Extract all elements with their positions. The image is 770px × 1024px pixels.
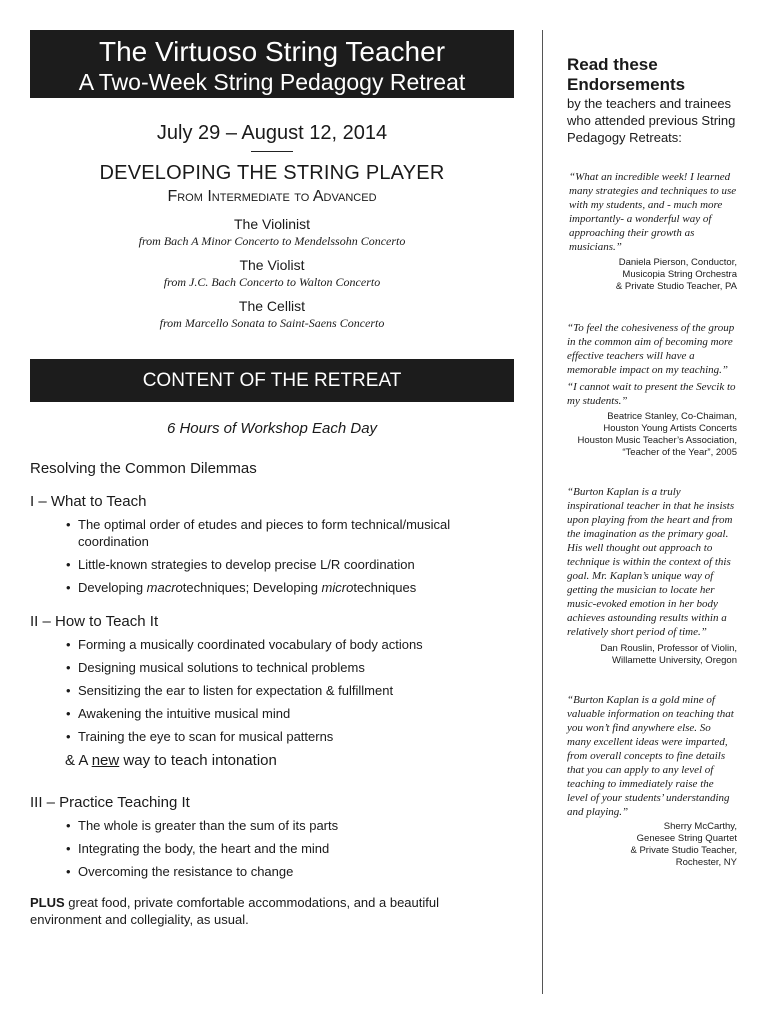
hours-per-day: 6 Hours of Workshop Each Day [166, 420, 378, 437]
main-column [30, 30, 514, 928]
endorsement-quote: “What an incredible week! I learned many strategies and techniques to use with my students, and - much more importantly- a wonderful way of approaching their growth as musicians.” [569, 171, 737, 253]
attribution-line: Dan Rouslin, Professor of Violin, [600, 643, 737, 654]
intonation-post: way to teach intonation [119, 752, 277, 769]
attribution-line: Houston Young Artists Concerts [603, 423, 737, 434]
section-list-how [30, 636, 514, 745]
divider [251, 151, 293, 152]
content-heading: CONTENT OF THE RETREAT [30, 359, 514, 402]
macro-text-1: Developing [78, 580, 147, 595]
list-item: • The optimal order of etudes and pieces to form technical/musical coordination [66, 516, 514, 550]
macro-text-2: techniques; Developing [182, 580, 322, 595]
instrument-violist-detail: from J.C. Bach Concerto to Walton Concerto [163, 275, 381, 289]
endorsement-2 [567, 321, 737, 459]
attribution-line: Houston Music Teacher’s Association, [577, 435, 737, 446]
attribution-line: Musicopia String Orchestra [622, 269, 737, 280]
section-heading-how: II – How to Teach It [30, 613, 159, 630]
attribution-line: Rochester, NY [675, 857, 737, 868]
list-item: • Training the eye to scan for musical patterns [66, 728, 514, 745]
attribution-line: Willamette University, Oregon [612, 655, 737, 666]
attribution-line: “Teacher of the Year”, 2005 [622, 447, 737, 458]
title-banner [30, 30, 514, 98]
micro-word: micro [321, 580, 354, 595]
list-item: • The whole is greater than the sum of its parts [66, 817, 514, 834]
attribution-line: & Private Studio Teacher, [630, 845, 737, 856]
endorsement-3 [567, 485, 737, 667]
attribution-line: Beatrice Stanley, Co-Chaiman, [607, 411, 737, 422]
list-item: • Designing musical solutions to technical problems [66, 659, 514, 676]
endorsement-4 [567, 693, 737, 869]
attribution-line: Daniela Pierson, Conductor, [618, 257, 737, 268]
list-item [66, 579, 514, 596]
section-heading-what: I – What to Teach [30, 493, 147, 510]
instrument-cellist-detail: from Marcello Sonata to Saint-Saens Concerto [159, 316, 385, 330]
intonation-pre: & A [65, 752, 92, 769]
page-subtitle: A Two-Week String Pedagogy Retreat [78, 69, 466, 95]
page-title: The Virtuoso String Teacher [98, 36, 446, 67]
sidebar-subheading: by the teachers and trainees who attended previous String Pedagogy Retreats: [567, 96, 736, 145]
plus-label: PLUS [30, 895, 65, 910]
macro-text-3: techniques [353, 580, 417, 595]
list-item: • Little-known strategies to develop precise L/R coordination [66, 556, 514, 573]
attribution-line: Sherry McCarthy, [663, 821, 737, 832]
endorsement-quote: “Burton Kaplan is a truly inspirational teacher in that he insists upon playing from the heart and from the imagination as the primary goal. His well thought out approach to technique is within the context of this goal. Mr. Kaplan’s unique way of getting the musician to locate her music-evoked emotion in her body achieves astounding results within a relatively short period of time.” [567, 486, 735, 638]
endorsement-attribution [567, 643, 737, 667]
developing-subtitle: From Intermediate to Advanced [167, 188, 377, 205]
endorsement-attribution [569, 257, 737, 293]
retreat-dates: July 29 – August 12, 2014 [156, 122, 388, 144]
instrument-violinist: The Violinist [233, 216, 310, 232]
section-list-what [30, 516, 514, 596]
sidebar-heading-2: Endorsements [567, 75, 686, 94]
resolving-heading: Resolving the Common Dilemmas [30, 460, 257, 477]
developing-title: DEVELOPING THE STRING PLAYER [99, 162, 445, 184]
section-list-practice [30, 817, 514, 880]
endorsement-quote-2: “I cannot wait to present the Sevcik to my students.” [567, 381, 736, 407]
endorsement-quote: “To feel the cohesiveness of the group in the common aim of becoming more effective teachers will have a memorable impact on my teaching.” [567, 322, 735, 376]
column-divider [542, 30, 543, 994]
list-item: • Forming a musically coordinated vocabulary of body actions [66, 636, 514, 653]
plus-text: great food, private comfortable accommodations, and a beautiful environment and collegiality, as usual. [30, 895, 439, 927]
list-item: • Overcoming the resistance to change [66, 863, 514, 880]
intonation-line [65, 751, 514, 771]
endorsements-sidebar [567, 55, 737, 869]
endorsement-1 [567, 170, 737, 293]
plus-paragraph [30, 894, 514, 928]
instrument-violist: The Violist [239, 257, 305, 273]
intonation-new: new [91, 752, 120, 769]
endorsement-attribution [567, 411, 737, 459]
list-item: • Awakening the intuitive musical mind [66, 705, 514, 722]
attribution-line: Genesee String Quartet [636, 833, 737, 844]
sidebar-heading-1: Read these [567, 55, 658, 74]
endorsement-quote: “Burton Kaplan is a gold mine of valuable information on teaching that you won’t find anywhere else. So many excellent ideas were imparted, from overall concepts to fine details that you can apply to any level of teaching to immediately raise the level of your students’ understanding and playing.” [567, 694, 734, 818]
list-item: • Integrating the body, the heart and the mind [66, 840, 514, 857]
instrument-violinist-detail: from Bach A Minor Concerto to Mendelssohn Concerto [138, 234, 406, 248]
macro-word: macro [146, 580, 183, 595]
endorsement-attribution [567, 821, 737, 869]
instrument-cellist: The Cellist [238, 298, 306, 314]
attribution-line: & Private Studio Teacher, PA [615, 281, 737, 292]
list-item: • Sensitizing the ear to listen for expectation & fulfillment [66, 682, 514, 699]
section-heading-practice: III – Practice Teaching It [30, 794, 190, 811]
